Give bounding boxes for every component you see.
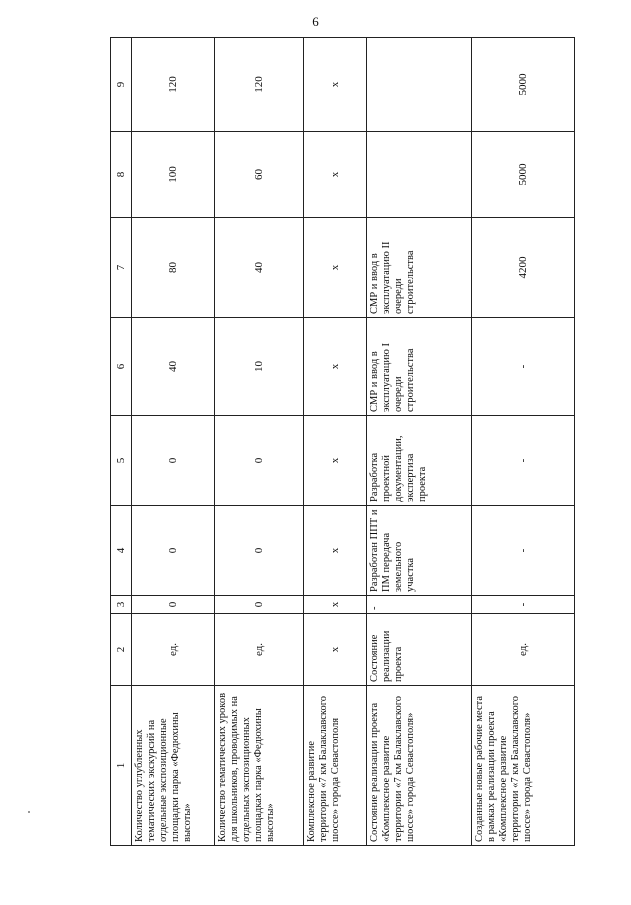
value-cell: СМР и ввод в эксплуатацию II очереди строительства — [367, 218, 472, 318]
table-row — [304, 38, 367, 846]
value-cell: 0 — [132, 596, 215, 614]
scan-speck — [28, 811, 30, 813]
unit-cell: ед. — [215, 614, 304, 686]
col-header-7: 7 — [111, 218, 132, 318]
indicator-name-cell: Количество тематических уроков для школьников, проводимых на отдельных экспозиционных площадках парка «Федюхины высоты» — [215, 686, 304, 846]
col-header-9: 9 — [111, 38, 132, 132]
unit-cell: х — [304, 614, 367, 686]
col-header-2: 2 — [111, 614, 132, 686]
value-cell: х — [304, 416, 367, 506]
rotated-table-stage — [110, 38, 610, 846]
indicator-name-cell: Комплексное развитие территории «7 км Балаклавского шоссе» города Севастополя — [304, 686, 367, 846]
table-row — [367, 38, 472, 846]
rotated-table-wrapper — [110, 38, 610, 846]
col-header-8: 8 — [111, 132, 132, 218]
value-cell: 100 — [132, 132, 215, 218]
indicators-table — [110, 37, 575, 846]
col-header-3: 3 — [111, 596, 132, 614]
value-cell: 120 — [132, 38, 215, 132]
value-cell: х — [304, 132, 367, 218]
page-number: 6 — [312, 14, 319, 29]
value-cell: - — [367, 596, 472, 614]
unit-cell: Состояние реализации проекта — [367, 614, 472, 686]
value-cell: 60 — [215, 132, 304, 218]
col-header-4: 4 — [111, 506, 132, 596]
col-header-5: 5 — [111, 416, 132, 506]
header-row — [111, 38, 132, 846]
unit-cell: ед. — [472, 614, 575, 686]
value-cell: - — [472, 318, 575, 416]
col-header-6: 6 — [111, 318, 132, 416]
value-cell: 5000 — [472, 38, 575, 132]
value-cell: 0 — [132, 416, 215, 506]
value-cell: 5000 — [472, 132, 575, 218]
indicator-name-cell: Созданные новые рабочие места в рамках реализации проекта «Комплексное развитие территории «7 км Балаклавского шоссе» города Севастополя» — [472, 686, 575, 846]
value-cell — [367, 38, 472, 132]
value-cell: 0 — [215, 506, 304, 596]
indicator-name-cell: Состояние реализации проекта «Комплексное развитие территории «7 км Балаклавского шоссе» города Севастополя» — [367, 686, 472, 846]
value-cell: 0 — [132, 506, 215, 596]
value-cell: - — [472, 416, 575, 506]
value-cell: - — [472, 506, 575, 596]
value-cell: Разработан ППТ и ПМ передача земельного участка — [367, 506, 472, 596]
value-cell: - — [472, 596, 575, 614]
value-cell: 80 — [132, 218, 215, 318]
value-cell: 120 — [215, 38, 304, 132]
value-cell: 10 — [215, 318, 304, 416]
table-row — [215, 38, 304, 846]
value-cell: х — [304, 218, 367, 318]
value-cell — [367, 132, 472, 218]
value-cell: Разработка проектной документации, экспертиза проекта — [367, 416, 472, 506]
value-cell: х — [304, 506, 367, 596]
value-cell: х — [304, 596, 367, 614]
value-cell: 40 — [215, 218, 304, 318]
table-row — [132, 38, 215, 846]
value-cell: СМР и ввод в эксплуатацию I очереди строительства — [367, 318, 472, 416]
value-cell: 0 — [215, 416, 304, 506]
value-cell: 40 — [132, 318, 215, 416]
value-cell: х — [304, 38, 367, 132]
table-row — [472, 38, 575, 846]
value-cell: 4200 — [472, 218, 575, 318]
indicator-name-cell: Количество углубленных тематических экскурсий на отдельные экспозиционные площадки парка «Федюхины высоты» — [132, 686, 215, 846]
unit-cell: ед. — [132, 614, 215, 686]
value-cell: х — [304, 318, 367, 416]
value-cell: 0 — [215, 596, 304, 614]
col-header-1: 1 — [111, 686, 132, 846]
